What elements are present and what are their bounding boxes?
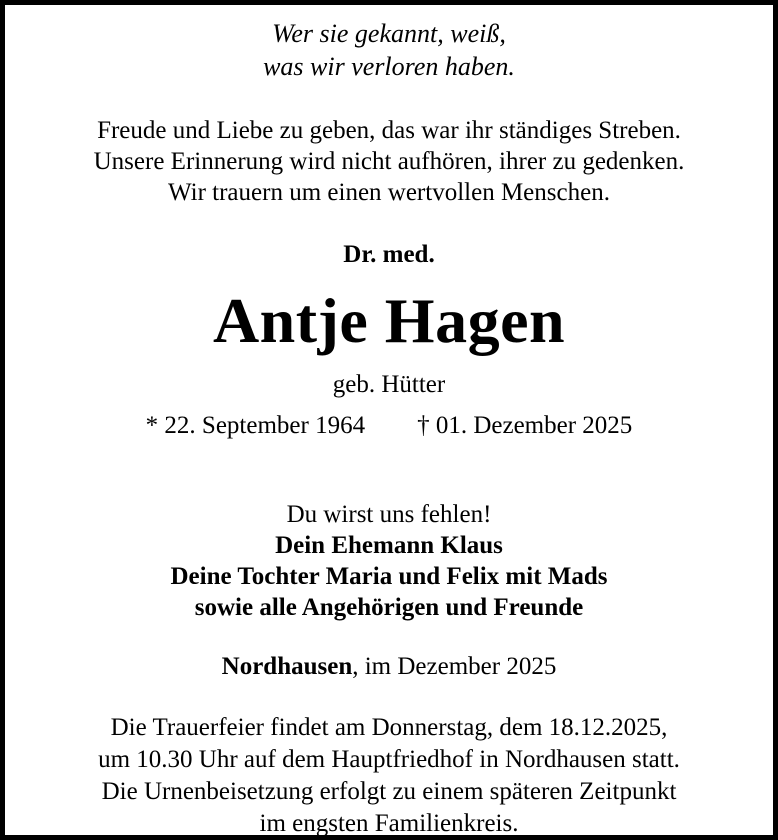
intro-line-2: Unsere Erinnerung wird nicht aufhören, ihrer zu gedenken.: [93, 148, 685, 175]
epigraph-line-1: Wer sie gekannt, weiß,: [272, 19, 506, 48]
mourners-block: [5, 499, 773, 623]
died-cross-symbol: †: [417, 412, 430, 439]
maiden-name: geb. Hütter: [332, 371, 446, 398]
mourner-relatives: sowie alle Angehörigen und Freunde: [194, 594, 584, 621]
born-symbol: *: [145, 412, 159, 439]
life-dates: [5, 410, 773, 441]
dateline-city: Nordhausen: [221, 653, 353, 680]
birth-date: [146, 410, 365, 441]
intro-line-3: Wir trauern um einen wertvollen Menschen.: [168, 179, 610, 206]
mourner-children: Deine Tochter Maria und Felix mit Mads: [170, 563, 608, 590]
epigraph: [5, 17, 773, 83]
funeral-line-2: um 10.30 Uhr auf dem Hauptfriedhof in Nordhausen statt.: [98, 746, 680, 773]
funeral-info: [5, 712, 773, 840]
epigraph-line-2: was wir verloren haben.: [263, 52, 515, 81]
birth-date-text: 22. September 1964: [164, 412, 366, 439]
funeral-line-4: im engsten Familienkreis.: [259, 810, 519, 837]
dateline-date: , im Dezember 2025: [352, 653, 557, 680]
dateline: [5, 651, 773, 682]
farewell-line: Du wirst uns fehlen!: [286, 501, 492, 528]
death-date-text: 01. Dezember 2025: [435, 412, 633, 439]
deceased-name: Antje Hagen: [212, 285, 566, 356]
death-date: [417, 410, 632, 441]
deceased-title: Dr. med.: [343, 241, 435, 268]
funeral-line-3: Die Urnenbeisetzung erfolgt zu einem späteren Zeitpunkt: [101, 778, 677, 805]
mourner-husband: Dein Ehemann Klaus: [275, 532, 503, 559]
intro-paragraph: [5, 115, 773, 208]
intro-line-1: Freude und Liebe zu geben, das war ihr ständiges Streben.: [97, 117, 681, 144]
funeral-line-1: Die Trauerfeier findet am Donnerstag, dem 18.12.2025,: [110, 714, 668, 741]
